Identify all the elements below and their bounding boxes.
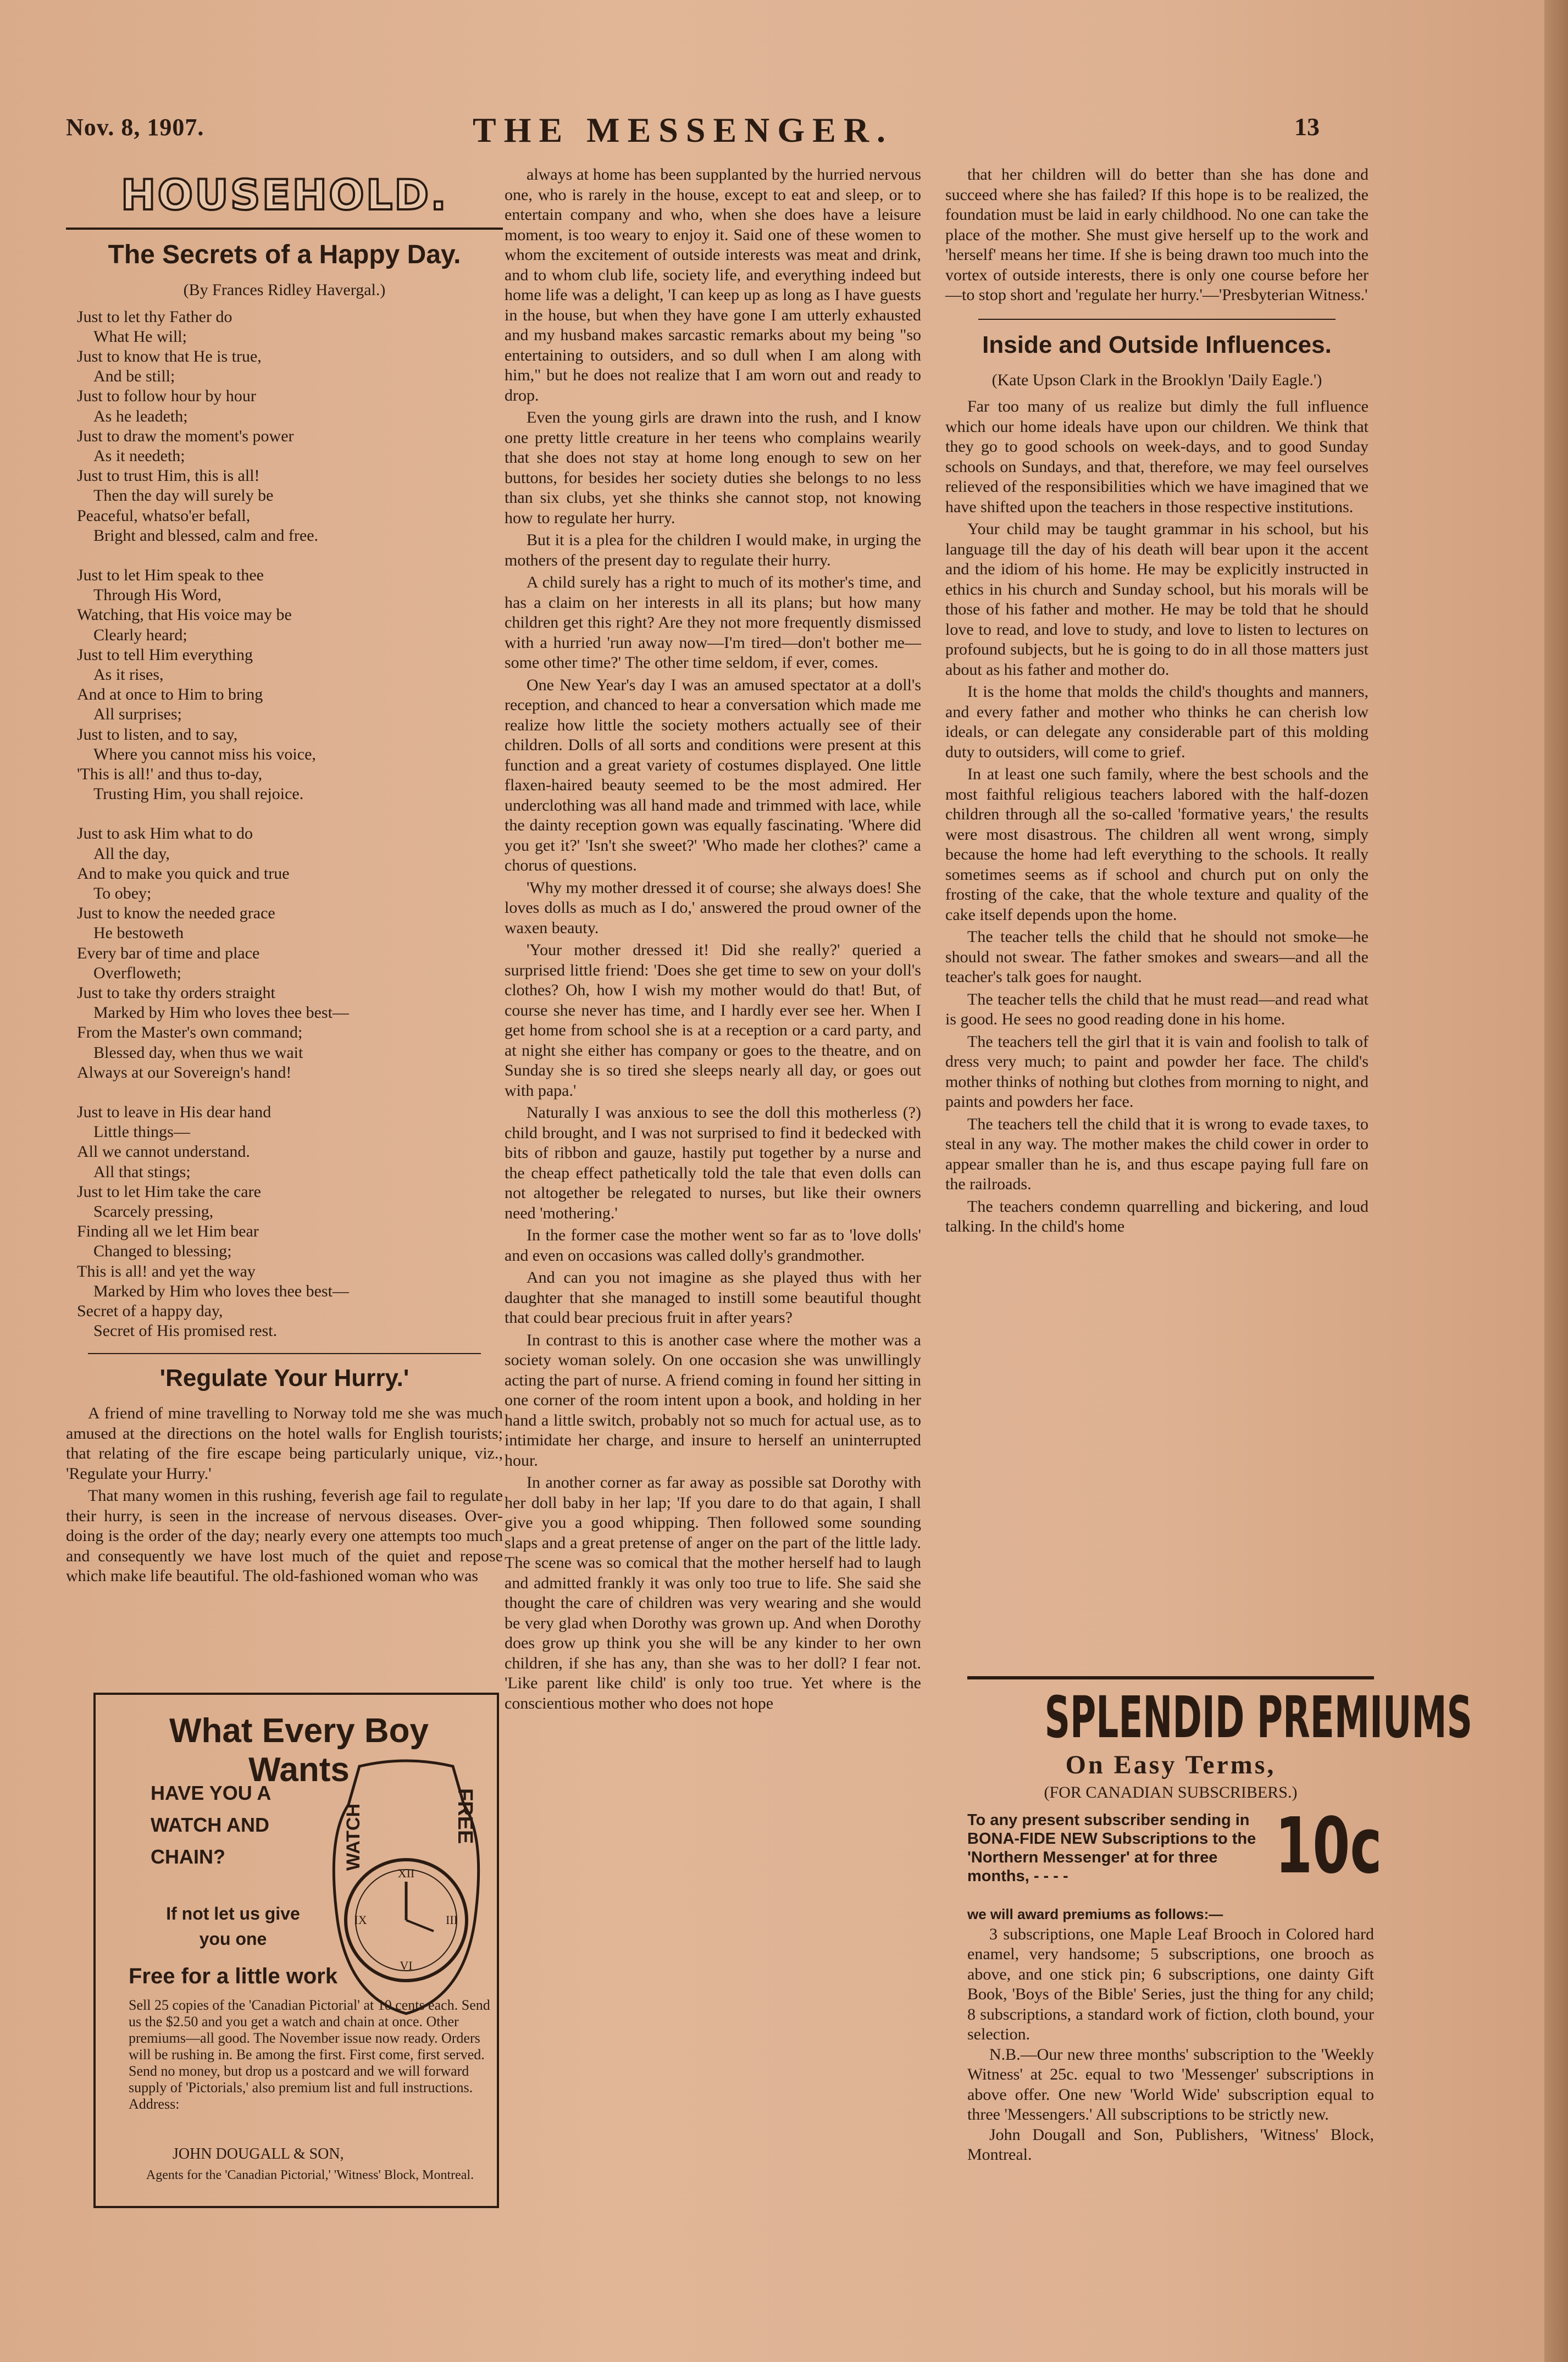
poem-line: Then the day will surely be — [93, 486, 274, 505]
column-1 — [66, 165, 503, 1589]
article-title-hurry: 'Regulate Your Hurry.' — [159, 1365, 409, 1392]
poem-line: Overfloweth; — [93, 963, 181, 982]
poem-line: From the Master's own command; — [77, 1023, 303, 1042]
poem-line: As it needeth; — [93, 446, 185, 465]
article-hurry-part-2 — [505, 165, 921, 1714]
poem-line: As he leadeth; — [93, 407, 188, 425]
divider — [88, 1353, 481, 1354]
page-spine — [1544, 0, 1568, 2362]
premium-offer — [967, 1801, 1382, 1904]
page-number: 13 — [1294, 113, 1320, 141]
premium-nb: N.B.—Our new three months' subscription to the 'Weekly Witness' at 25c. equal to two 'Messenger' subscriptions in above offer. One new 'World Wide' subscription equal to three 'Messengers.' All subscriptions to be strictly new. — [967, 2045, 1374, 2123]
poem-line: Just to draw the moment's power — [77, 426, 294, 445]
paragraph: Far too many of us realize but dimly the full influence which our home ideals have upon our children. We think that they go to good schools on week-days, and to good Sunday schools on Sundays, and that, therefore, we may feel ourselves relieved of the responsibilities which we have imagined that we have shifted upon the teachers in those respective institutions. — [945, 397, 1368, 516]
ad-free-for-work: Free for a little work — [129, 1964, 338, 1988]
poem-line: Trusting Him, you shall rejoice. — [93, 785, 304, 803]
paragraph: The teachers condemn quarrelling and bickering, and loud talking. In the child's home — [945, 1197, 1368, 1235]
poem-line: Watching, that His voice may be — [77, 606, 292, 624]
paragraph: Your child may be taught grammar in his school, but his language till the day of his death will bear upon it the accent and the idiom of his home. He may be explicitly instructed in ethics in his church and Sunday school, but his morals will be those of his father and mother. He may be told that he should love to read, and love to study, and love to listen to lectures on profound subjects, but he is going to do in all those matters just about as his father and mother do. — [945, 520, 1368, 679]
poem-line: And to make you quick and true — [77, 864, 290, 883]
column-2 — [505, 165, 921, 1716]
paragraph: The teachers tell the child that it is wrong to evade taxes, to steal in any way. The mother makes the child cower in order to appear smaller than he is, and thus escape paying full fare on the railroads. — [945, 1115, 1368, 1193]
premium-price: 10c — [1275, 1801, 1382, 1891]
masthead: THE MESSENGER. — [473, 110, 894, 149]
poem-line: Always at our Sovereign's hand! — [77, 1063, 292, 1082]
ad-title: What Every Boy Wants — [169, 1712, 429, 1789]
divider — [978, 319, 1336, 320]
poem-line: Just to follow hour by hour — [77, 387, 256, 406]
paragraph: It is the home that molds the child's thoughts and manners, and every father and mother who thinks he can cherish low ideals, or can delegate any considerable part of this molding duty to outsiders, will come to grief. — [945, 683, 1368, 761]
poem-line: He bestoweth — [93, 924, 184, 942]
poem-line: And be still; — [93, 367, 175, 386]
poem-line: Just to let thy Father do — [77, 307, 232, 326]
svg-text:VI: VI — [400, 1959, 413, 1972]
paragraph: 'Your mother dressed it! Did she really?' queried a surprised little friend: 'Does she get time to sew on your doll's clothes? Oh, how I wish my mother would do that! But, of course she never has time, and I hardly ever see her. When I get home from school she is at a reception or a card party, and at night she either has company or goes to the theatre, and on Sunday she is so tired she sleeps nearly all day, or goes out with papa.' — [505, 941, 921, 1100]
ad-splendid-premiums — [967, 1676, 1472, 2215]
poem-line: All that stings; — [93, 1162, 191, 1181]
poem-line: Just to let Him take the care — [77, 1182, 261, 1201]
poem-line: Clearly heard; — [93, 625, 187, 644]
pocket-watch-icon — [326, 1755, 486, 2019]
poem-line: Just to take thy orders straight — [77, 984, 275, 1002]
paragraph: The teacher tells the child that he should not smoke—he should not swear. The father smokes and swears—and all the teacher's talk goes for naught. — [945, 928, 1368, 986]
ad-if-not: If not let us give you one — [166, 1904, 300, 1949]
poem-line: This is all! and yet the way — [77, 1262, 256, 1280]
poem-line: Just to let Him speak to thee — [77, 565, 264, 584]
poem-line: Just to know that He is true, — [77, 347, 262, 365]
poem-line: Marked by Him who loves thee best— — [93, 1003, 349, 1022]
poem-line: Just to know the needed grace — [77, 904, 275, 923]
premium-body — [967, 1904, 1374, 2165]
paragraph: that her children will do better than she has done and succeed where she has failed? If this hope is to be realized, the foundation must be laid in early childhood. No one can take the place of the mother. She must give herself up to the work and 'herself' means her time. If she is being drawn too much into the vortex of outside interests, there is only one course before her—to stop short and 'regulate her hurry.'—'Presbyterian Witness.' — [945, 165, 1368, 304]
ad-address-name: JOHN DOUGALL & SON, — [173, 2145, 344, 2163]
paragraph: One New Year's day I was an amused spectator at a doll's reception, and chanced to hear a conversation which made me realize how little the society mothers actually see of their children. Dolls of all sorts and conditions were present at this function and a great variety of costumes displayed. One little flaxen-haired beauty seemed to be the most admired. Her underclothing was all hand made and trimmed with lace, while the dainty reception gown was equally fascinating. 'Where did you get it?' 'Isn't she sweet?' 'Who made her clothes?' came a chorus of questions. — [505, 675, 921, 874]
paragraph: But it is a plea for the children I would make, in urging the mothers of the present day to regulate their hurry. — [505, 531, 921, 569]
column-3 — [945, 165, 1368, 1239]
svg-text:XII: XII — [397, 1866, 415, 1880]
paragraph: In another corner as far away as possible sat Dorothy with her doll baby in her lap; 'If you dare to do that again, I shall give you a good whipping. Then followed some sounding slaps and a great pretense of anger on the part of the little lady. The scene was so comical that the mother herself had to laugh and admitted frankly it was only too true to life. She said she thought the care of children was very wearing and she would be very glad when Dorothy was grown up. And when Dorothy does grow up think you she will be any kinder to her own children, if she has any, than she was to her doll? I fear not. 'Like parent like child' is only too true. Yet where is the conscientious mother who does not hope — [505, 1473, 921, 1712]
article-byline-influences: (Kate Upson Clark in the Brooklyn 'Daily Eagle.') — [991, 370, 1322, 389]
poem-line: As it rises, — [93, 665, 164, 684]
paragraph: A friend of mine travelling to Norway told me she was much amused at the directions on the hotel walls for English tourists; that relating of the fire escape being particularly unique, viz., 'Regulate your Hurry.' — [66, 1404, 503, 1483]
page-header — [66, 110, 1330, 148]
poem-line: All surprises; — [93, 705, 182, 724]
poem-line: Peaceful, whatso'er befall, — [77, 506, 251, 525]
section-title: HOUSEHOLD. — [120, 170, 448, 219]
poem-title: The Secrets of a Happy Day. — [108, 240, 461, 269]
svg-text:IX: IX — [354, 1913, 367, 1927]
ad-details: Sell 25 copies of the 'Canadian Pictorial' at 10 cents each. Send us the $2.50 and you get a watch and chain at once. Other premiums—all good. The November issue now ready. Orders will be rushing in. Be among the first. First come, first served. Send no money, but drop us a postcard and we will forward supply of 'Pictorials,' also premium list and full instructions. Address: — [129, 1997, 490, 2112]
article-influences-body — [945, 397, 1368, 1237]
poem-line: Little things— — [93, 1123, 190, 1141]
paragraph: And can you not imagine as she played thus with her daughter that she managed to instill some beautiful thought that could bear precious fruit in after years? — [505, 1268, 921, 1327]
poem-line: Just to trust Him, this is all! — [77, 467, 260, 485]
paragraph: Naturally I was anxious to see the doll this motherless (?) child brought, and I was not surprised to find it bedecked with bits of ribbon and gauze, hastily put together by a nurse and the cheap effect pathetically told the tale that even dolls can not altogether be relegated to nurses, but like their owners need 'mothering.' — [505, 1104, 921, 1222]
poem-line: Scarcely pressing, — [93, 1202, 214, 1221]
paragraph: A child surely has a right to much of its mother's time, and has a claim on her interests in all its plans; but how many children get this right? Are they not more frequently dismissed with a hurried 'run away now—I'm tired—don't bother me—some other time?' The other time seldom, if ever, comes. — [505, 573, 921, 672]
poem-line: Just to ask Him what to do — [77, 824, 253, 843]
article-hurry-part-3 — [945, 165, 1368, 306]
poem-line: Secret of His promised rest. — [93, 1322, 278, 1340]
premium-offer-text: To any present subscriber sending in BONA-FIDE NEW Subscriptions to the 'Northern Messenger' at for three months, - - - - — [967, 1811, 1256, 1885]
paragraph: 'Why my mother dressed it of course; she always does! She loves dolls as much as I do,' answered the proud owner of the waxen beauty. — [505, 878, 921, 937]
poem-line: Secret of a happy day, — [77, 1302, 223, 1321]
poem-line: All the day, — [93, 844, 170, 863]
poem-line: Blessed day, when thus we wait — [93, 1043, 303, 1062]
premium-list: 3 subscriptions, one Maple Leaf Brooch in Colored hard enamel, very handsome; 5 subscriptions, one brooch as above, and one stick pin; 6 subscriptions, one dainty Gift Book, 'Boys of the Bible' Series, just the thing for any child; 8 subscriptions, a standard work of fiction, cloth bound, your selection. — [967, 1925, 1374, 2043]
paragraph: The teacher tells the child that he must read—and read what is good. He sees no good reading done in his home. — [945, 990, 1368, 1028]
poem-line: All we cannot understand. — [77, 1143, 250, 1161]
ad-agents: Agents for the 'Canadian Pictorial,' 'Witness' Block, Montreal. — [146, 2168, 474, 2182]
free-label: FREE — [453, 1788, 477, 1844]
poem-line: Just to leave in His dear hand — [77, 1103, 272, 1122]
poem-line: Just to tell Him everything — [77, 645, 253, 664]
paragraph: The teachers tell the girl that it is vain and foolish to talk of dress very much; to paint and powder her face. The child's mother thinks of nothing but clothes from morning to night, and paints and powders her face. — [945, 1032, 1368, 1111]
premium-subtitle: On Easy Terms, — [1065, 1750, 1276, 1779]
poem-line: Just to listen, and to say, — [77, 725, 238, 744]
ad-question: HAVE YOU A WATCH AND CHAIN? — [151, 1782, 271, 1868]
watch-label: WATCH — [343, 1803, 364, 1871]
article-hurry-part-1 — [66, 1404, 503, 1587]
paragraph: That many women in this rushing, feverish age fail to regulate their hurry, is seen in the increase of nervous diseases. Over-doing is the order of the day; nearly every one attempts too much and consequently we have lost much of the quiet and repose which make life beautiful. The old-fashioned woman who was — [66, 1487, 503, 1585]
section-rule — [66, 228, 503, 230]
premium-award-line: we will award premiums as follows:— — [967, 1906, 1223, 1922]
premium-rule — [967, 1676, 1374, 1679]
poem-line: Finding all we let Him bear — [77, 1222, 259, 1241]
paragraph: In the former case the mother went so far as to 'love dolls' and even on occasions was called dolly's grandmother. — [505, 1226, 921, 1265]
poem-line: Bright and blessed, calm and free. — [93, 526, 319, 545]
paragraph: Even the young girls are drawn into the rush, and I know one pretty little creature in her teens who complains wearily that she does not stay at home long enough to sew on her buttons, for besides her society duties she belongs to no less than six clubs, yet she thinks she cannot stop, not knowing how to regulate her hurry. — [505, 408, 921, 527]
poem-line: 'This is all!' and thus to-day, — [77, 764, 263, 783]
ad-every-boy-wants — [93, 1693, 499, 2208]
poem-line: What He will; — [93, 327, 187, 346]
premium-for-whom: (FOR CANADIAN SUBSCRIBERS.) — [1044, 1783, 1298, 1801]
poem-line: Where you cannot miss his voice, — [93, 745, 316, 763]
poem-byline: (By Frances Ridley Havergal.) — [183, 281, 386, 299]
issue-date: Nov. 8, 1907. — [66, 114, 204, 141]
poem-line: Through His Word, — [93, 586, 221, 605]
poem-line: Every bar of time and place — [77, 944, 260, 962]
paragraph: In contrast to this is another case where the mother was a society woman solely. On one occasion she was unwillingly acting the part of nurse. A friend coming in found her sitting in one corner of the room intent upon a book, and holding in her hand a little switch, probably not so much for actual use, as to intimidate her charge, and insure to herself an uninterrupted hour. — [505, 1330, 921, 1470]
premium-publisher: John Dougall and Son, Publishers, 'Witness' Block, Montreal. — [967, 2125, 1374, 2164]
svg-text:III: III — [446, 1913, 458, 1927]
poem-line: Marked by Him who loves thee best— — [93, 1282, 349, 1300]
poem-body — [66, 307, 503, 1341]
premium-title: SPLENDID PREMIUMS — [1044, 1684, 1472, 1751]
poem-line: Changed to blessing; — [93, 1242, 232, 1261]
paragraph: always at home has been supplanted by the hurried nervous one, who is rarely in the house, except to eat and sleep, or to entertain company and who, when she does have a leisure moment, is too weary to enjoy it. Said one of these women to whom the excitement of outside interests was meat and drink, and to whom club life, society life, and everything indeed but home life was a delight, 'I can keep up as long as I have guests in the house, but when they have gone I am utterly exhausted and my husband makes sarcastic remarks about my being "so entertaining to outsiders, and so dull when I am along with him," but he does not realize that I am worn out and ready to drop. — [505, 165, 921, 404]
poem-line: To obey; — [93, 884, 152, 902]
poem-line: And at once to Him to bring — [77, 685, 263, 704]
article-title-influences: Inside and Outside Influences. — [982, 331, 1332, 358]
paragraph: In at least one such family, where the best schools and the most faithful religious teachers labored with the half-dozen children through all the so-called 'formative years,' the results were most disastrous. The children all went wrong, simply because the home had left everything to the schools. It really sometimes seems as if school and church put on only the frosting of the cake, that the whole texture and quality of the cake itself depends upon the home. — [945, 765, 1368, 924]
